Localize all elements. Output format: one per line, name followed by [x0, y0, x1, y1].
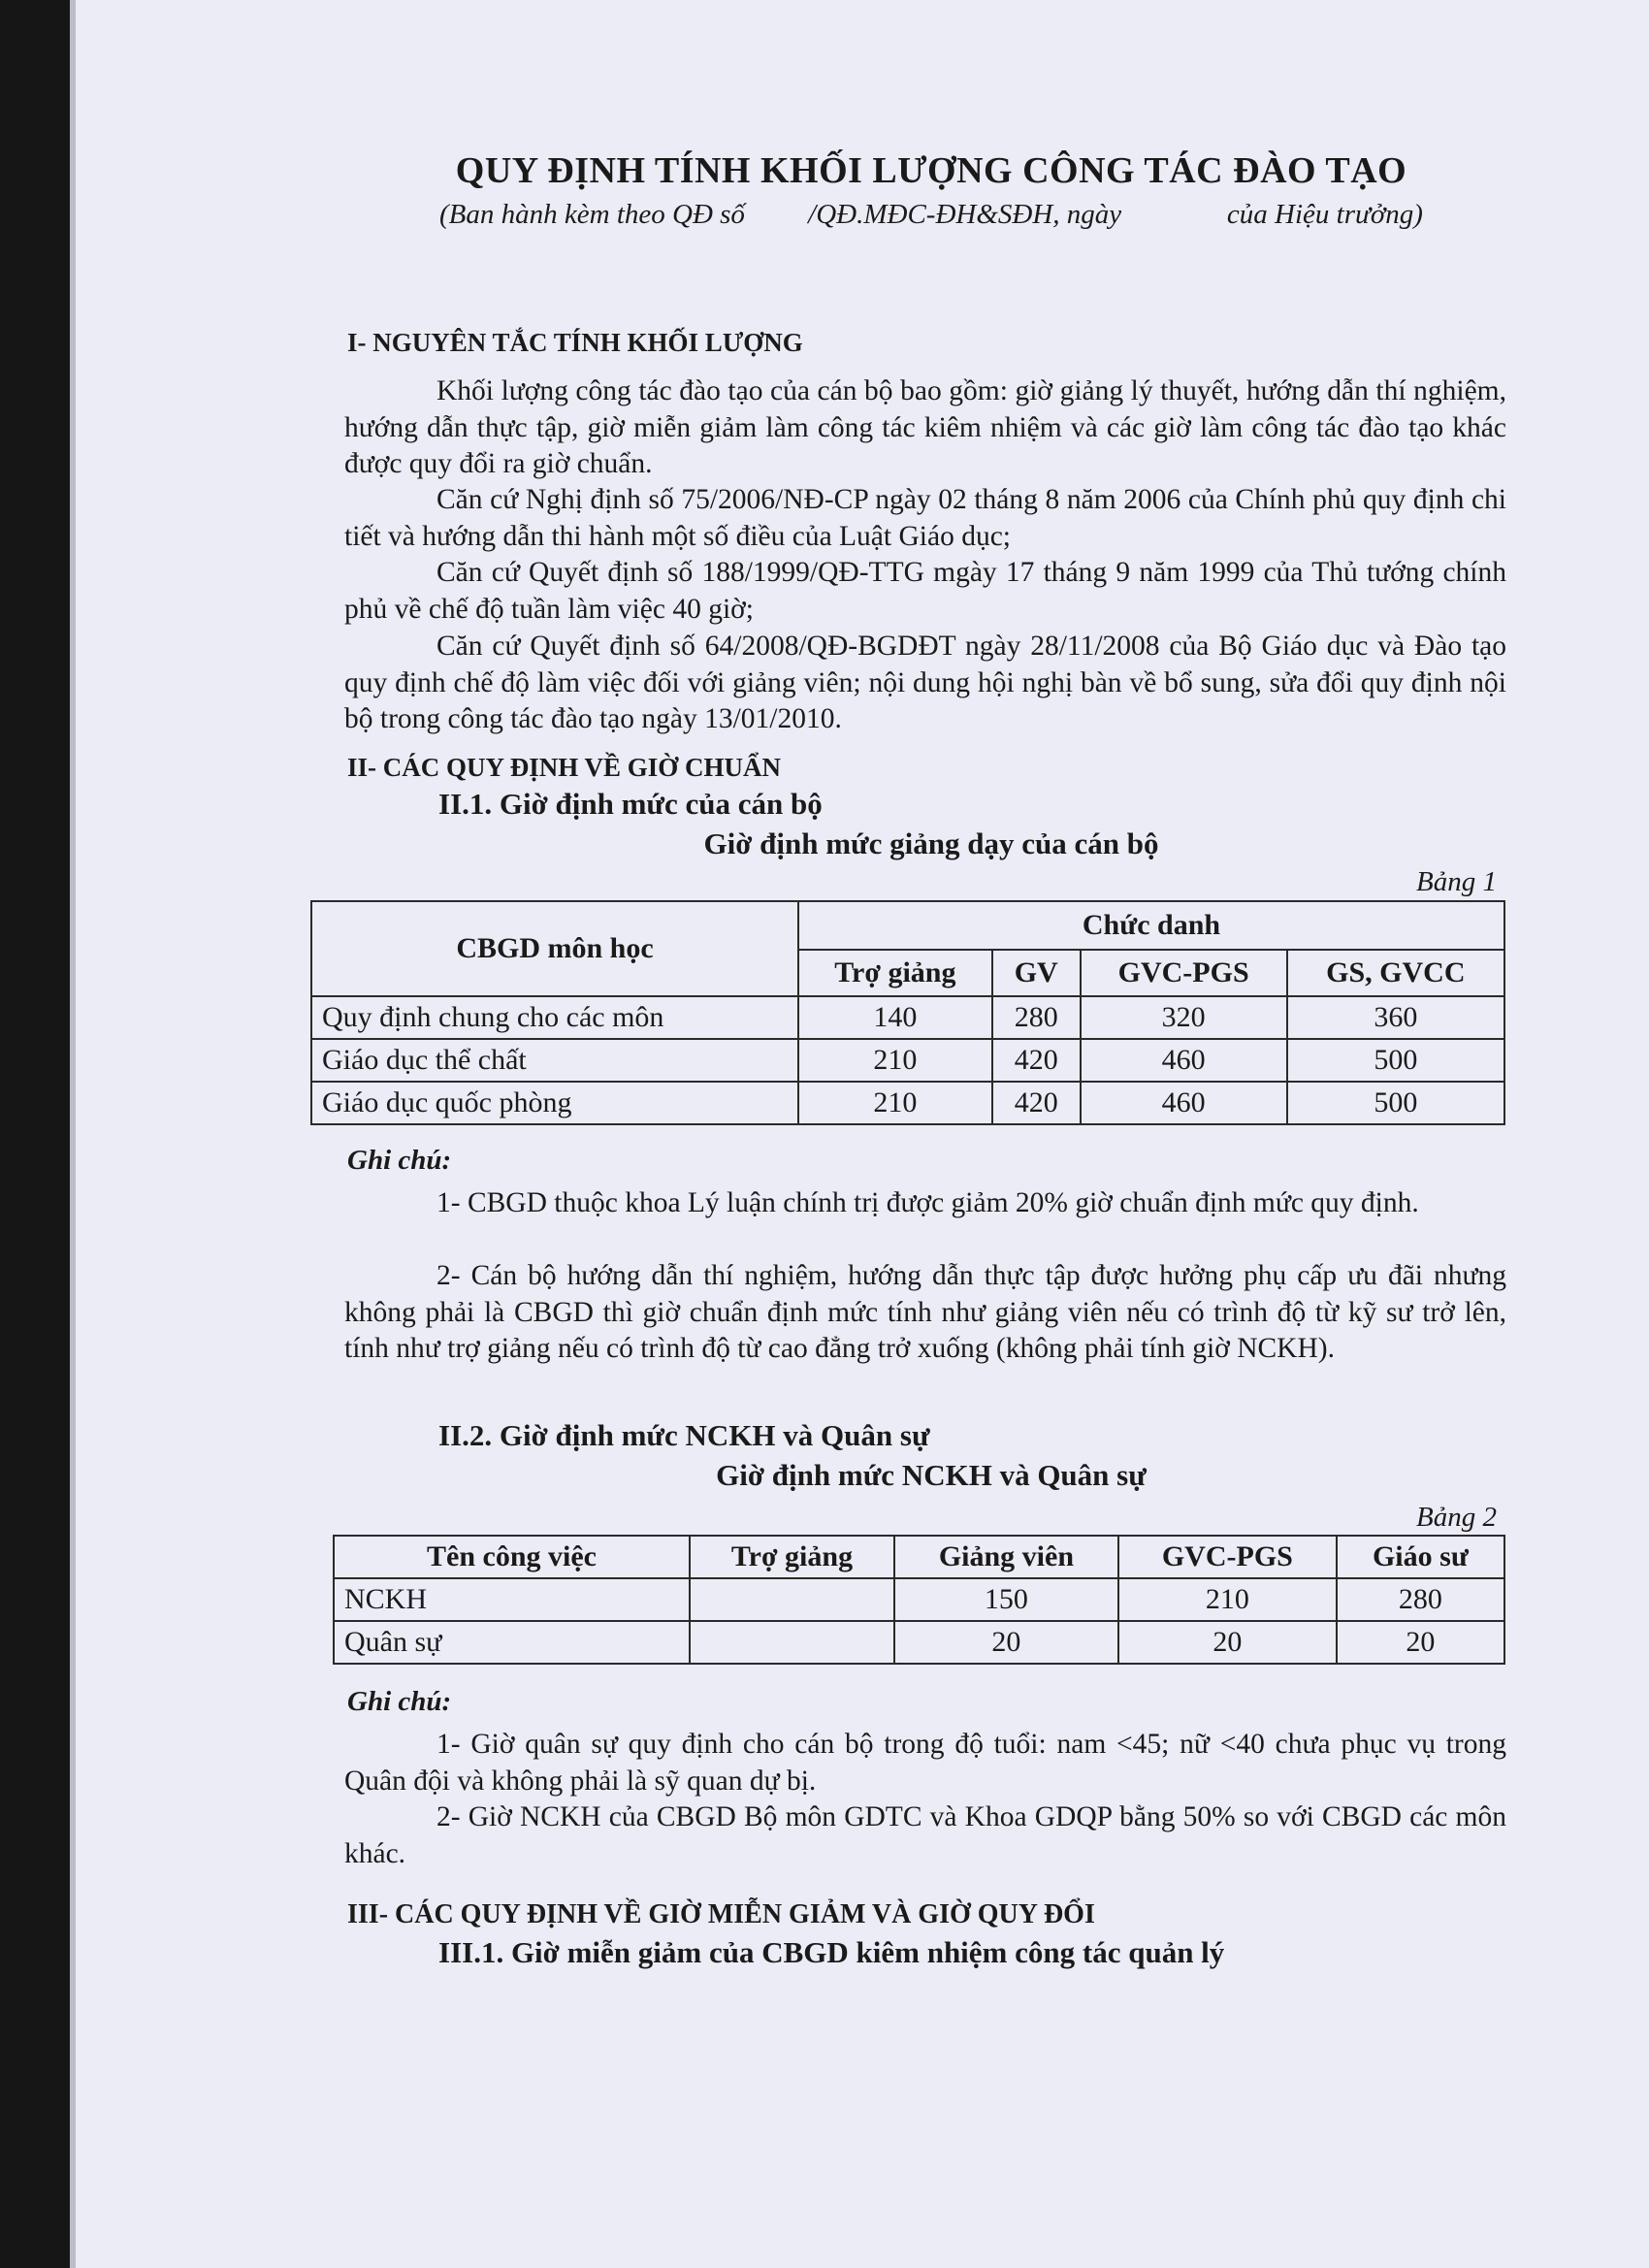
- table2-cell: [690, 1621, 894, 1664]
- table1-col-header: GVC-PGS: [1081, 950, 1287, 996]
- table2-cell: 20: [894, 1621, 1118, 1664]
- table2-row-label: Quân sự: [334, 1621, 690, 1664]
- section2-heading: II- CÁC QUY ĐỊNH VỀ GIỜ CHUẨN: [347, 753, 782, 782]
- table1-cell: 280: [992, 996, 1081, 1039]
- table-row: [334, 1578, 1504, 1621]
- section1-paragraph-4: Căn cứ Quyết định số 64/2008/QĐ-BGDĐT ngày 28/11/2008 của Bộ Giáo dục và Đào tạo quy định chế độ làm việc đối với giảng viên; nội dung hội nghị bàn về bổ sung, sửa đổi quy định nội bộ trong công tác đào tạo ngày 13/01/2010.: [344, 631, 1506, 734]
- table1-row-label: Giáo dục quốc phòng: [311, 1082, 798, 1124]
- section3-1-heading: III.1. Giờ miễn giảm của CBGD kiêm nhiệm công tác quản lý: [438, 1935, 1225, 1969]
- table2-cell: 210: [1118, 1578, 1337, 1621]
- table1-cell: 360: [1287, 996, 1504, 1039]
- table1-col-header: GS, GVCC: [1287, 950, 1504, 996]
- section2-1-heading: II.1. Giờ định mức của cán bộ: [438, 787, 823, 821]
- table2-cell: 280: [1337, 1578, 1504, 1621]
- table1-note-2: 2- Cán bộ hướng dẫn thí nghiệm, hướng dẫn thực tập được hưởng phụ cấp ưu đãi nhưng không phải là CBGD thì giờ chuẩn định mức tính như giảng viên nếu có trình độ từ kỹ sư trở lên, tính như trợ giảng nếu có trình độ từ cao đẳng trở xuống (không phải tính giờ NCKH).: [344, 1260, 1506, 1364]
- table2-label: Bảng 2: [1416, 1502, 1497, 1533]
- table-row: [334, 1621, 1504, 1664]
- document-subtitle: (Ban hành kèm theo QĐ số /QĐ.MĐC-ĐH&SĐH, ngày của Hiệu trưởng): [439, 199, 1423, 230]
- table1-teaching-norms: [310, 900, 1505, 1125]
- section3-heading: III- CÁC QUY ĐỊNH VỀ GIỜ MIỄN GIẢM VÀ GIỜ QUY ĐỔI: [347, 1899, 1095, 1929]
- table1-cell: 460: [1081, 1039, 1287, 1082]
- table-row: [311, 996, 1504, 1039]
- table2-note-1: 1- Giờ quân sự quy định cho cán bộ trong độ tuổi: nam <45; nữ <40 chưa phục vụ trong Quân đội và không phải là sỹ quan dự bị.: [344, 1729, 1506, 1797]
- table2-cell: 20: [1118, 1621, 1337, 1664]
- section1-paragraph-2: Căn cứ Nghị định số 75/2006/NĐ-CP ngày 02 tháng 8 năm 2006 của Chính phủ quy định chi tiết và hướng dẫn thi hành một số điều của Luật Giáo dục;: [344, 484, 1506, 552]
- table1-row-label: Quy định chung cho các môn: [311, 996, 798, 1039]
- table2-col-header: GVC-PGS: [1118, 1536, 1337, 1578]
- section1-heading: I- NGUYÊN TẮC TÍNH KHỐI LƯỢNG: [347, 328, 803, 357]
- table1-cell: 140: [798, 996, 992, 1039]
- table1-cell: 420: [992, 1082, 1081, 1124]
- table1-note-1: 1- CBGD thuộc khoa Lý luận chính trị được giảm 20% giờ chuẩn định mức quy định.: [436, 1187, 1419, 1218]
- table2-row-label: NCKH: [334, 1578, 690, 1621]
- table2-col-header: Giáo sư: [1337, 1536, 1504, 1578]
- table2-col-header: Tên công việc: [334, 1536, 690, 1578]
- table2-cell: 20: [1337, 1621, 1504, 1664]
- table1-cell: 210: [798, 1039, 992, 1082]
- table1-cell: 460: [1081, 1082, 1287, 1124]
- table1-label: Bảng 1: [1416, 866, 1497, 897]
- table1-cell: 420: [992, 1039, 1081, 1082]
- table2-research-military-norms: [333, 1535, 1505, 1665]
- table1-col-header: Trợ giảng: [798, 950, 992, 996]
- table1-cell: 210: [798, 1082, 992, 1124]
- table2-note-2: 2- Giờ NCKH của CBGD Bộ môn GDTC và Khoa GDQP bằng 50% so với CBGD các môn khác.: [344, 1801, 1506, 1869]
- table1-caption: Giờ định mức giảng dạy của cán bộ: [703, 826, 1159, 860]
- table1-cell: 500: [1287, 1039, 1504, 1082]
- table1-cell: 320: [1081, 996, 1287, 1039]
- scan-edge: [0, 0, 70, 2268]
- section1-paragraph-1: Khối lượng công tác đào tạo của cán bộ bao gồm: giờ giảng lý thuyết, hướng dẫn thí nghiệm, hướng dẫn thực tập, giờ miễn giảm làm công tác kiêm nhiệm và các giờ làm công tác đào tạo khác được quy đổi ra giờ chuẩn.: [344, 375, 1506, 479]
- table2-col-header: Trợ giảng: [690, 1536, 894, 1578]
- section2-2-heading: II.2. Giờ định mức NCKH và Quân sự: [438, 1418, 930, 1452]
- table2-caption: Giờ định mức NCKH và Quân sự: [716, 1458, 1147, 1492]
- table-row: [311, 1039, 1504, 1082]
- table2-note-label: Ghi chú:: [347, 1686, 452, 1717]
- table1-group-header: Chức danh: [798, 901, 1504, 950]
- table-row: [311, 1082, 1504, 1124]
- table1-row-header: CBGD môn học: [311, 901, 798, 996]
- document-title: QUY ĐỊNH TÍNH KHỐI LƯỢNG CÔNG TÁC ĐÀO TẠO: [455, 150, 1407, 191]
- table1-col-header: GV: [992, 950, 1081, 996]
- section1-paragraph-3: Căn cứ Quyết định số 188/1999/QĐ-TTG mgày 17 tháng 9 năm 1999 của Thủ tướng chính phủ về chế độ tuần làm việc 40 giờ;: [344, 557, 1506, 625]
- table2-cell: [690, 1578, 894, 1621]
- table1-note-label: Ghi chú:: [347, 1145, 452, 1176]
- table2-cell: 150: [894, 1578, 1118, 1621]
- table2-col-header: Giảng viên: [894, 1536, 1118, 1578]
- table1-row-label: Giáo dục thể chất: [311, 1039, 798, 1082]
- table1-cell: 500: [1287, 1082, 1504, 1124]
